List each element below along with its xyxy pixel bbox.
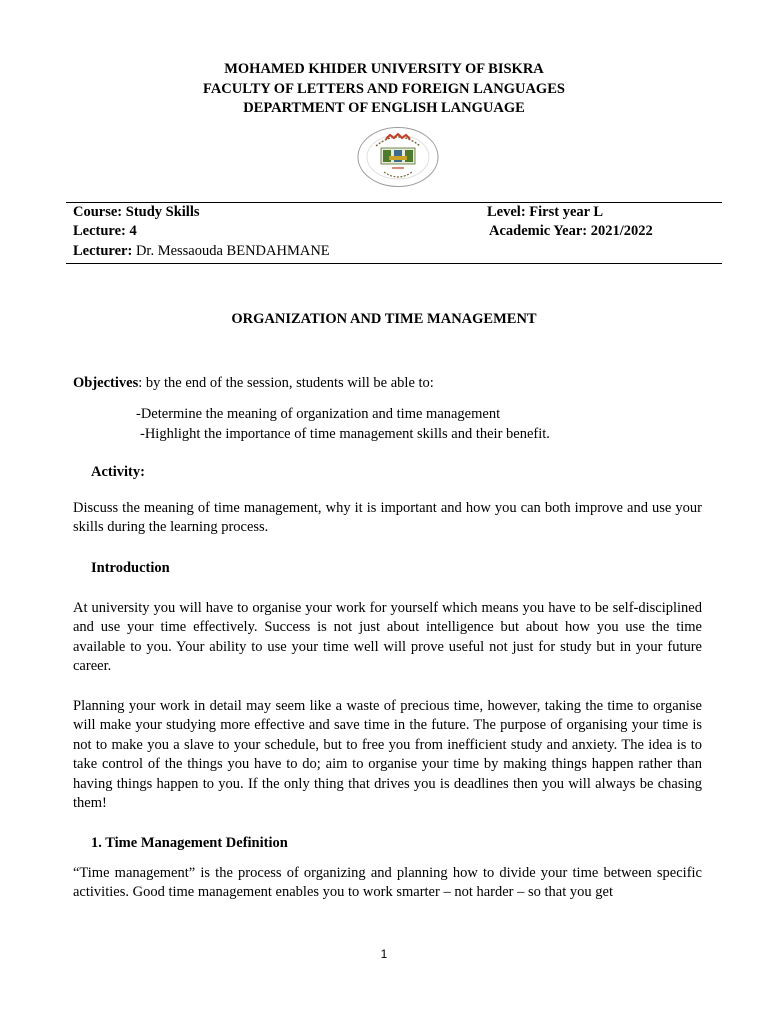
lecture-label: Lecture: 4 — [73, 223, 137, 239]
course-label: Course: Study Skills — [73, 204, 200, 220]
objectives-label: Objectives — [73, 375, 139, 391]
objectives-text: : by the end of the session, students will be able to: — [138, 375, 434, 391]
department-name: DEPARTMENT OF ENGLISH LANGUAGE — [243, 100, 525, 116]
objectives-line — [73, 373, 434, 393]
objective-item: -Highlight the importance of time management skills and their benefit. — [140, 426, 550, 442]
faculty-name: FACULTY OF LETTERS AND FOREIGN LANGUAGES — [203, 81, 565, 97]
info-bottom-rule — [66, 263, 722, 264]
objective-item: -Determine the meaning of organization and time management — [136, 406, 501, 422]
lecturer-name: Dr. Messaouda BENDAHMANE — [132, 243, 330, 259]
university-name: MOHAMED KHIDER UNIVERSITY OF BISKRA — [224, 61, 544, 77]
section-1-paragraph: “Time management” is the process of organizing and planning how to divide your time between specific activities. Good time management enables you to work smarter – not harder – so that you get — [73, 865, 702, 901]
section-1-heading: 1. Time Management Definition — [91, 835, 288, 851]
activity-heading: Activity: — [91, 464, 145, 480]
activity-paragraph: Discuss the meaning of time management, why it is important and how you can both improve and use your skills during the learning process. — [73, 500, 702, 536]
lecturer-label: Lecturer: — [73, 243, 133, 259]
page-number: 1 — [380, 947, 388, 961]
academic-year-label: Academic Year: 2021/2022 — [489, 223, 653, 239]
document-title: ORGANIZATION AND TIME MANAGEMENT — [231, 311, 537, 327]
introduction-paragraph-1: At university you will have to organise your work for yourself which means you have to be self-disciplined and use your time effectively. Success is not just about intelligence but about how you use the time available to you. Your ability to use your time well will prove useful not just for study but in your future career. — [73, 600, 702, 675]
level-label: Level: First year L — [487, 204, 604, 220]
university-logo-icon — [356, 126, 440, 188]
introduction-heading: Introduction — [91, 560, 170, 576]
lecturer-line — [73, 241, 330, 261]
introduction-paragraph-2: Planning your work in detail may seem like a waste of precious time, however, taking the time to organise will make your studying more effective and save time in the future. The purpose of organising your time is not to make you a slave to your schedule, but to free you from inefficient study and anxiety. The idea is to take control of the things you have to do; aim to organise your time by making things happen rather than having things happen to you. If the only thing that drives you is deadlines then you will always be chasing them! — [73, 698, 702, 812]
